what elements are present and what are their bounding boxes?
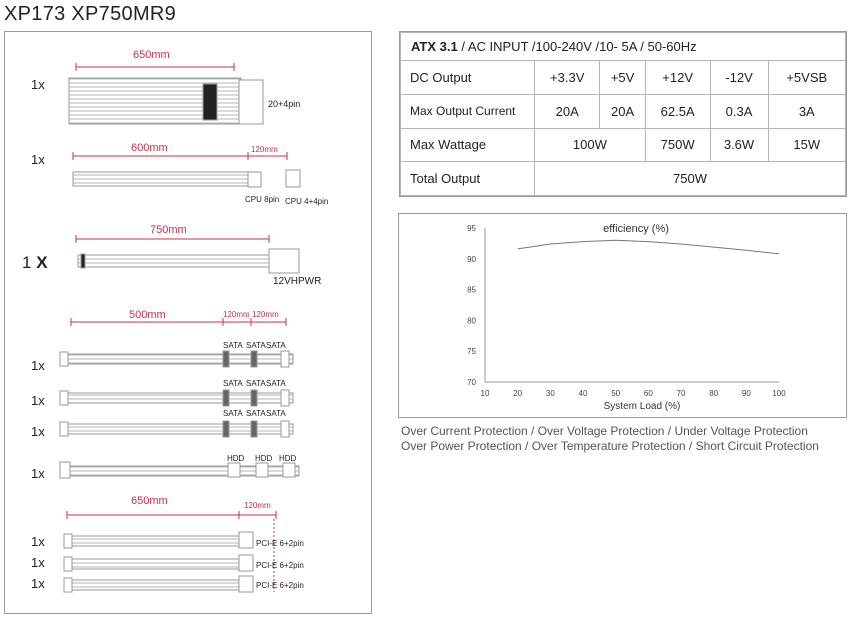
pcie-connector-label: PCI-E 6+2pin bbox=[256, 561, 304, 570]
hdd-connector-label: HDD bbox=[255, 454, 273, 463]
atx-standard: ATX 3.1 bbox=[411, 39, 458, 54]
current-3v3: 20A bbox=[535, 94, 600, 128]
pcie-extension-label: 120mm bbox=[244, 501, 271, 510]
vhpwr-qty-x: X bbox=[36, 253, 48, 272]
atx-qty: 1x bbox=[31, 77, 45, 92]
vhpwr-length-label: 750mm bbox=[150, 224, 187, 236]
sata-connector-label: SATA bbox=[266, 341, 286, 350]
x-tick-label: 10 bbox=[480, 389, 490, 398]
protections-line-2: Over Power Protection / Over Temperature Protection / Short Circuit Protection bbox=[401, 439, 819, 453]
ac-input: / AC INPUT /100-240V /10- 5A / 50-60Hz bbox=[457, 39, 697, 54]
sata-length-label: 500mm bbox=[129, 309, 166, 321]
wattage-12v: 750W bbox=[645, 128, 710, 162]
x-tick-label: 70 bbox=[676, 389, 686, 398]
pcie-connector-label: PCI-E 6+2pin bbox=[256, 539, 304, 548]
sata-row-2-qty: 1x bbox=[31, 393, 45, 408]
sata-row-1-qty: 1x bbox=[31, 358, 45, 373]
x-tick-label: 100 bbox=[772, 389, 786, 398]
spec-header bbox=[401, 33, 846, 61]
protections-line-1: Over Current Protection / Over Voltage Protection / Under Voltage Protection bbox=[401, 424, 808, 438]
sata-connector-label: SATA bbox=[223, 379, 243, 388]
atx-length-label: 650mm bbox=[133, 49, 170, 61]
y-tick-label: 90 bbox=[467, 254, 476, 264]
x-axis-label: System Load (%) bbox=[603, 401, 681, 412]
cpu-length-label: 600mm bbox=[131, 142, 168, 154]
pcie-row-3-qty: 1x bbox=[31, 576, 45, 591]
efficiency-chart-svg bbox=[399, 214, 846, 417]
pcie-row-1-qty: 1x bbox=[31, 534, 45, 549]
total-output-row bbox=[401, 162, 846, 196]
rail-5v: +5V bbox=[600, 61, 645, 95]
pcie-connector-label: PCI-E 6+2pin bbox=[256, 581, 304, 590]
max-wattage-row bbox=[401, 128, 846, 162]
x-tick-label: 60 bbox=[643, 389, 653, 398]
sata-connector-label: SATA bbox=[223, 341, 243, 350]
current-12v: 62.5A bbox=[645, 94, 710, 128]
x-tick-label: 50 bbox=[611, 389, 621, 398]
efficiency-chart bbox=[398, 213, 847, 418]
sata-connector-label: SATA bbox=[266, 379, 286, 388]
spec-table bbox=[399, 31, 847, 197]
hdd-connector-label: HDD bbox=[279, 454, 297, 463]
vhpwr-qty bbox=[22, 253, 48, 273]
sata-connector-label: SATA bbox=[246, 341, 266, 350]
chart-title: efficiency (%) bbox=[603, 223, 669, 235]
y-tick-label: 85 bbox=[467, 285, 476, 295]
sata-row-3-qty: 1x bbox=[31, 424, 45, 439]
sata-connector-label: SATA bbox=[223, 409, 243, 418]
product-title: XP173 XP750MR9 bbox=[4, 3, 177, 25]
spec-header-row bbox=[401, 33, 846, 61]
atx-connector-label: 20+4pin bbox=[268, 99, 301, 109]
total-output-value: 750W bbox=[535, 162, 846, 196]
protections-list bbox=[401, 424, 819, 454]
hdd-qty: 1x bbox=[31, 466, 45, 481]
rail-5vsb: +5VSB bbox=[768, 61, 845, 95]
dc-output-label: DC Output bbox=[401, 61, 535, 95]
y-tick-label: 80 bbox=[467, 316, 476, 326]
hdd-connector-label: HDD bbox=[227, 454, 245, 463]
vhpwr-qty-number: 1 bbox=[22, 253, 32, 272]
x-tick-label: 40 bbox=[578, 389, 588, 398]
max-wattage-label: Max Wattage bbox=[401, 128, 535, 162]
rail-12v: +12V bbox=[645, 61, 710, 95]
sata-connector-label: SATA bbox=[266, 409, 286, 418]
y-tick-label: 70 bbox=[467, 378, 476, 387]
wattage-combined: 100W bbox=[535, 128, 646, 162]
x-tick-label: 80 bbox=[709, 389, 719, 398]
current-5v: 20A bbox=[600, 94, 645, 128]
efficiency-curve bbox=[518, 240, 779, 254]
dc-output-row bbox=[401, 61, 846, 95]
max-current-row bbox=[401, 94, 846, 128]
sata-connector-label: SATA bbox=[246, 409, 266, 418]
cpu-4plus4-label: CPU 4+4pin bbox=[285, 197, 329, 206]
cpu-extension-label: 120mm bbox=[251, 145, 278, 154]
cable-panel bbox=[4, 31, 372, 614]
sata-extension-label-2: 120mm bbox=[252, 310, 279, 319]
wattage-5vsb: 15W bbox=[768, 128, 845, 162]
sata-connector-label: SATA bbox=[246, 379, 266, 388]
x-tick-label: 90 bbox=[741, 389, 751, 398]
x-tick-label: 30 bbox=[545, 389, 555, 398]
x-tick-label: 20 bbox=[513, 389, 523, 398]
cpu-8pin-label: CPU 8pin bbox=[245, 195, 280, 204]
pcie-length-label: 650mm bbox=[131, 495, 168, 507]
total-output-label: Total Output bbox=[401, 162, 535, 196]
cpu-qty: 1x bbox=[31, 152, 45, 167]
y-tick-label: 95 bbox=[467, 224, 476, 233]
pcie-row-2-qty: 1x bbox=[31, 555, 45, 570]
current-5vsb: 3A bbox=[768, 94, 845, 128]
rail-neg12v: -12V bbox=[710, 61, 768, 95]
sata-extension-label-1: 120mm bbox=[223, 310, 250, 319]
current-neg12v: 0.3A bbox=[710, 94, 768, 128]
cable-drawings bbox=[5, 32, 373, 615]
rail-3v3: +3.3V bbox=[535, 61, 600, 95]
vhpwr-connector-label: 12VHPWR bbox=[273, 276, 322, 287]
wattage-neg12v: 3.6W bbox=[710, 128, 768, 162]
max-current-label: Max Output Current bbox=[401, 94, 535, 128]
y-tick-label: 75 bbox=[467, 347, 476, 357]
